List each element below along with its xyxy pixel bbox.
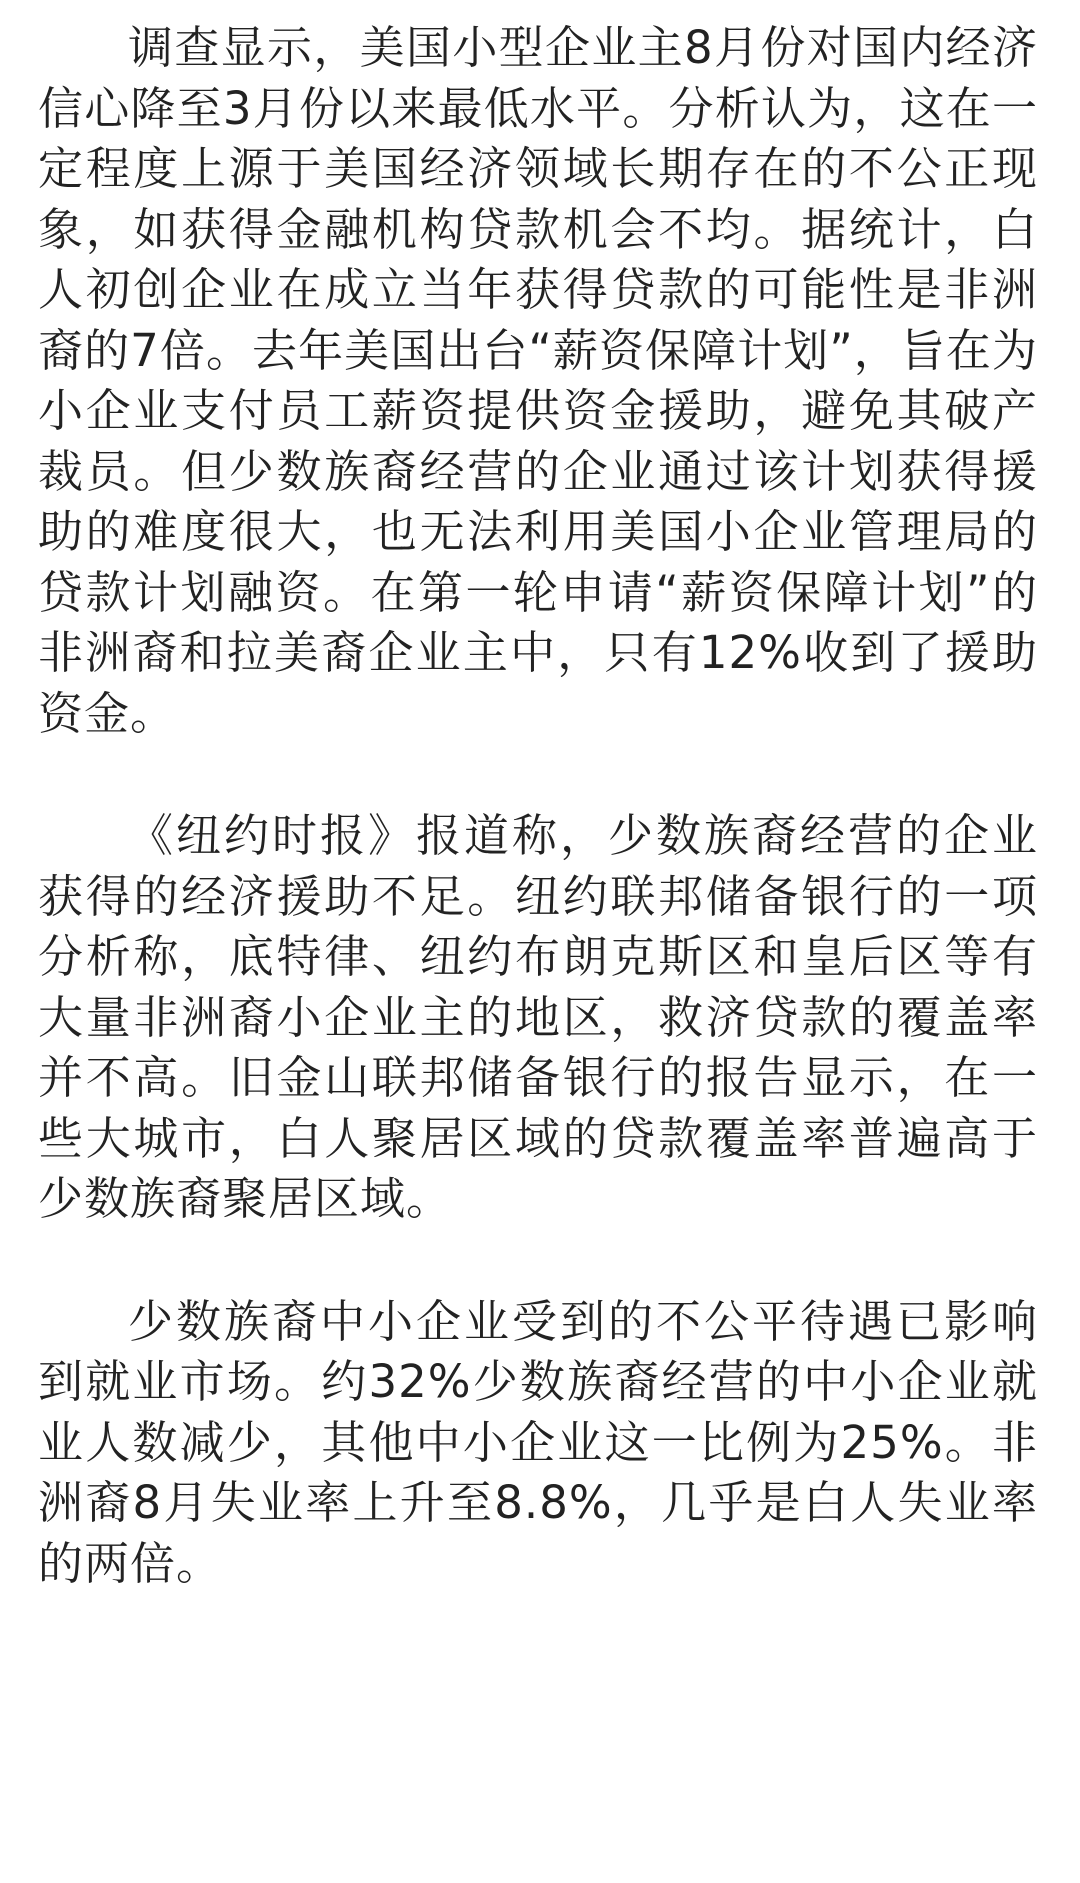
paragraph-3: 少数族裔中小企业受到的不公平待遇已影响到就业市场。约32%少数族裔经营的中小企业就业人数减少，其他中小企业这一比例为25%。非洲裔8月失业率上升至8.8%，几乎是白人失业率的两倍。: [38, 1294, 1038, 1590]
paragraph-1: 调查显示，美国小型企业主8月份对国内经济信心降至3月份以来最低水平。分析认为，这在一定程度上源于美国经济领域长期存在的不公正现象，如获得金融机构贷款机会不均。据统计，白人初创企业在成立当年获得贷款的可能性是非洲裔的7倍。去年美国出台“薪资保障计划”，旨在为小企业支付员工薪资提供资金援助，避免其破产裁员。但少数族裔经营的企业通过该计划获得援助的难度很大，也无法利用美国小企业管理局的贷款计划融资。在第一轮申请“薪资保障计划”的非洲裔和拉美裔企业主中，只有12%收到了援助资金。: [38, 21, 1038, 740]
article-body: [38, 18, 1038, 1594]
paragraph-2: 《纽约时报》报道称，少数族裔经营的企业获得的经济援助不足。纽约联邦储备银行的一项分析称，底特律、纽约布朗克斯区和皇后区等有大量非洲裔小企业主的地区，救济贷款的覆盖率并不高。旧金山联邦储备银行的报告显示，在一些大城市，白人聚居区域的贷款覆盖率普遍高于少数族裔聚居区域。: [38, 809, 1038, 1225]
